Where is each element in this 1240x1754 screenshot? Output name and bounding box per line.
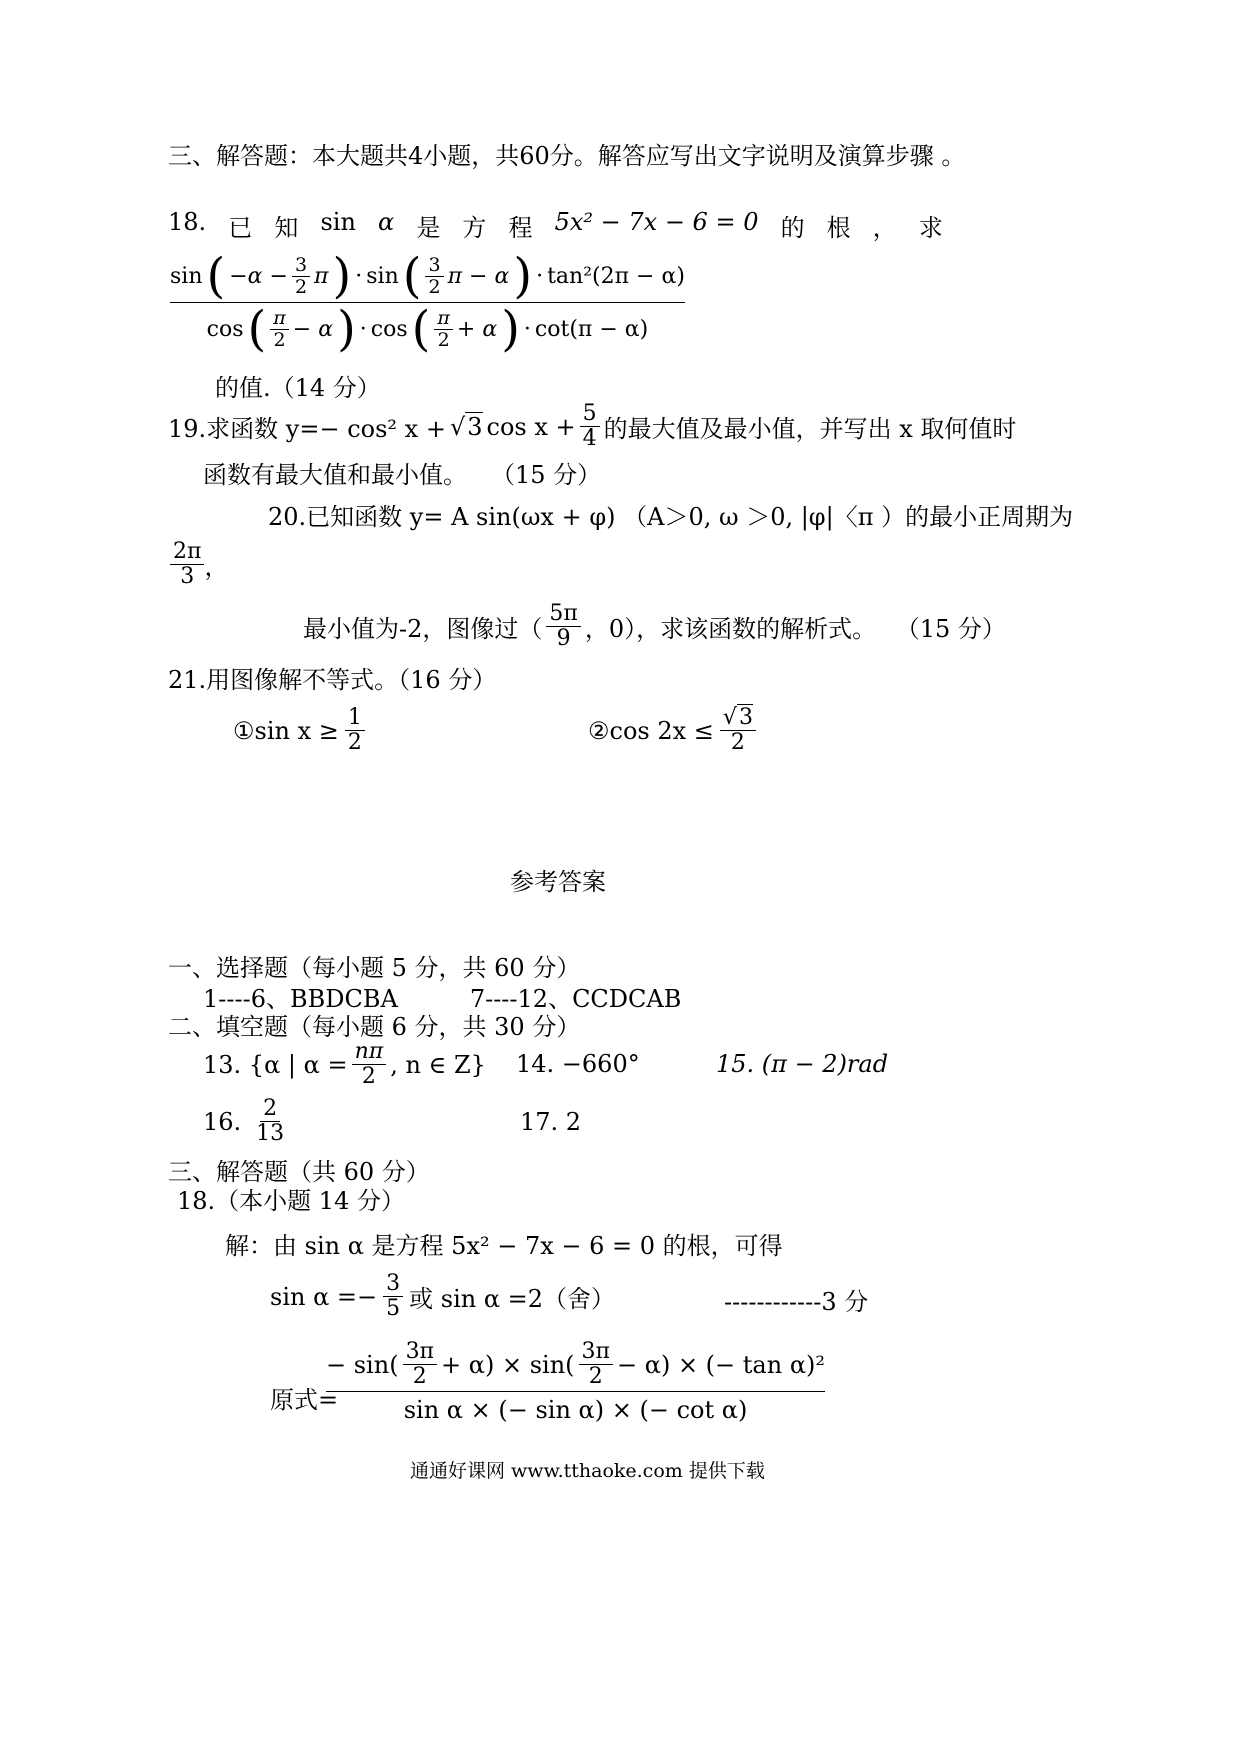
ans1-header: 一、选择题（每小题 5 分，共 60 分） [168, 954, 581, 982]
q18-word: α [378, 208, 395, 236]
frac [580, 402, 600, 451]
orig-expression [326, 1340, 825, 1424]
dot: · [355, 263, 363, 289]
orig-text: + α) × sin( [441, 1350, 575, 1379]
fn-sin: sin [170, 263, 203, 289]
q18-word: ， [872, 214, 897, 242]
frac-den: 2 [588, 1364, 603, 1390]
q18-word: 根 [826, 214, 851, 242]
orig-text: sin α × (− sin α) × (− cot α) [403, 1396, 748, 1425]
footer: 通通好课网 www.tthaoke.com 提供下载 [410, 1460, 765, 1482]
dot: · [523, 316, 531, 342]
q18-word: 知 [274, 214, 299, 242]
paren: ( [402, 248, 422, 304]
q19-text: 19.求函数 y=− cos² x + [168, 415, 446, 444]
q19-text: cos x + [486, 412, 576, 441]
dot: · [536, 263, 544, 289]
frac [253, 1097, 287, 1146]
frac [434, 308, 453, 351]
answers-title: 参考答案 [510, 868, 606, 896]
frac [383, 1272, 403, 1321]
paren: ( [206, 248, 226, 304]
frac-den: 2 [412, 1364, 427, 1390]
ans1-line: 1----6、BBDCBA 7----12、CCDCAB [203, 985, 682, 1013]
ans3-header: 三、解答题（共 60 分） [168, 1158, 430, 1186]
frac-num: 2 [260, 1097, 280, 1122]
frac [345, 706, 365, 755]
q20-text: 最小值为-2，图像过（ [303, 615, 543, 644]
q18-label: 18. [168, 208, 207, 236]
frac-num: 3 [292, 255, 310, 277]
ans2-header: 二、填空题（每小题 6 分，共 30 分） [168, 1013, 581, 1041]
paren: ) [501, 301, 520, 357]
q18-word: 的 [780, 214, 805, 242]
frac-num: nπ [352, 1040, 387, 1065]
frac [270, 308, 289, 351]
frac-den: 2 [294, 275, 308, 298]
sqrt-radicand: 3 [738, 705, 753, 730]
tan-term: tan²(2π − α) [547, 263, 685, 289]
fn-cos: cos [206, 316, 244, 342]
q18-word: 方 [462, 214, 487, 242]
orig-numerator [326, 1340, 825, 1392]
orig-text: − α) × (− tan α)² [617, 1350, 826, 1379]
ans-text: sin α =− [270, 1282, 378, 1311]
ans-text: , n ∈ Z} [390, 1050, 486, 1079]
ans-text: 16. [203, 1107, 242, 1136]
q21-line1: 21.用图像解不等式。（16 分） [168, 666, 497, 694]
comma: ， [204, 553, 229, 582]
frac [352, 1040, 387, 1089]
q21-text: ①sin x ≥ [233, 716, 339, 745]
q19-line1 [168, 402, 1016, 451]
frac [720, 706, 756, 755]
arg: π − α [447, 263, 510, 289]
frac-den: 2 [730, 730, 745, 756]
ans3-sol1: 解：由 sin α 是方程 5x² − 7x − 6 = 0 的根，可得 [225, 1232, 783, 1260]
ans-text: 或 sin α =2（舍） [409, 1285, 616, 1314]
q18-tail: 的值.（14 分） [215, 374, 381, 402]
frac-num: π [270, 308, 289, 330]
q18-word: 程 [508, 214, 533, 242]
frac-num: 3 [383, 1272, 403, 1297]
frac-num: √3 [720, 706, 756, 731]
paren: ( [247, 301, 267, 357]
sqrt: √3 [449, 412, 483, 441]
frac [170, 540, 204, 589]
q20-period [170, 540, 228, 589]
frac-den: 2 [273, 328, 286, 351]
ans2-17: 17. 2 [520, 1108, 582, 1136]
frac-den: 13 [256, 1121, 285, 1147]
q18-denominator [206, 301, 649, 357]
frac-den: 2 [361, 1064, 376, 1090]
q18-word: 求 [918, 214, 943, 242]
q18-line1 [168, 208, 943, 243]
frac-den: 2 [428, 275, 441, 298]
q18-word: 已 [228, 214, 253, 242]
frac-num: 2π [170, 540, 204, 565]
arg: − α [292, 316, 334, 342]
q21-part2 [588, 706, 756, 755]
frac-den: 9 [556, 626, 571, 652]
q18-word: 是 [416, 214, 441, 242]
q18-expression [170, 248, 685, 357]
q21-part1 [233, 706, 365, 755]
q18-word: sin [320, 208, 356, 236]
ans3-sub18: 18.（本小题 14 分） [177, 1187, 405, 1215]
arg: + α [456, 316, 498, 342]
frac [579, 1340, 613, 1389]
frac [546, 602, 580, 651]
frac-den: 4 [582, 426, 597, 452]
frac [292, 255, 310, 298]
paren: ) [513, 248, 533, 304]
q18-equation: 5x² − 7x − 6 = 0 [554, 208, 759, 236]
frac-num: 5 [580, 402, 600, 427]
dot: · [359, 316, 367, 342]
orig-text: − sin( [326, 1350, 399, 1379]
paren: ) [332, 248, 352, 304]
paren: ) [337, 301, 356, 357]
frac-den: 3 [180, 564, 195, 590]
frac-den: 2 [437, 328, 450, 351]
q20-text: ，0），求该函数的解析式。 （15 分） [584, 615, 1006, 644]
paren: ( [411, 301, 431, 357]
frac [425, 255, 443, 298]
ans3-score: ------------3 分 [724, 1288, 869, 1316]
orig-denominator [404, 1392, 748, 1424]
ans2-13 [203, 1040, 486, 1089]
q18-numerator [170, 248, 685, 304]
ans2-14: 14. −660° [516, 1050, 640, 1078]
frac-den: 2 [347, 730, 362, 756]
q20-line3 [303, 602, 1006, 651]
fn-cos: cos [370, 316, 408, 342]
ans-text: 13. {α | α = [203, 1050, 348, 1079]
frac-num: 3 [425, 255, 443, 277]
ans3-sol2 [270, 1272, 615, 1321]
frac [403, 1340, 437, 1389]
frac-num: 1 [345, 706, 365, 731]
cot-term: cot(π − α) [534, 316, 649, 342]
q19-line2: 函数有最大值和最小值。 （15 分） [203, 461, 602, 489]
frac-num: 5π [546, 602, 580, 627]
frac-num: π [434, 308, 453, 330]
frac-num: 3π [403, 1340, 437, 1365]
sqrt-radicand: 3 [467, 412, 483, 441]
frac-num: 3π [579, 1340, 613, 1365]
frac-den: 5 [386, 1296, 401, 1322]
orig-label: 原式= [270, 1386, 339, 1414]
section-header: 三、解答题：本大题共4小题，共60分。解答应写出文字说明及演算步骤 。 [168, 142, 966, 170]
fn-sin: sin [366, 263, 399, 289]
arg: −α − [229, 263, 288, 289]
q21-text: ②cos 2x ≤ [588, 716, 714, 745]
arg: π [314, 263, 329, 289]
q20-line1: 20.已知函数 y= A sin(ωx + φ) （A＞0, ω ＞0, |φ|〈π ）的最小正周期为 [268, 503, 1074, 531]
q19-text: 的最大值及最小值，并写出 x 取何值时 [603, 415, 1017, 444]
ans2-16 [203, 1097, 287, 1146]
ans2-15: 15. (π − 2)rad [716, 1050, 889, 1078]
